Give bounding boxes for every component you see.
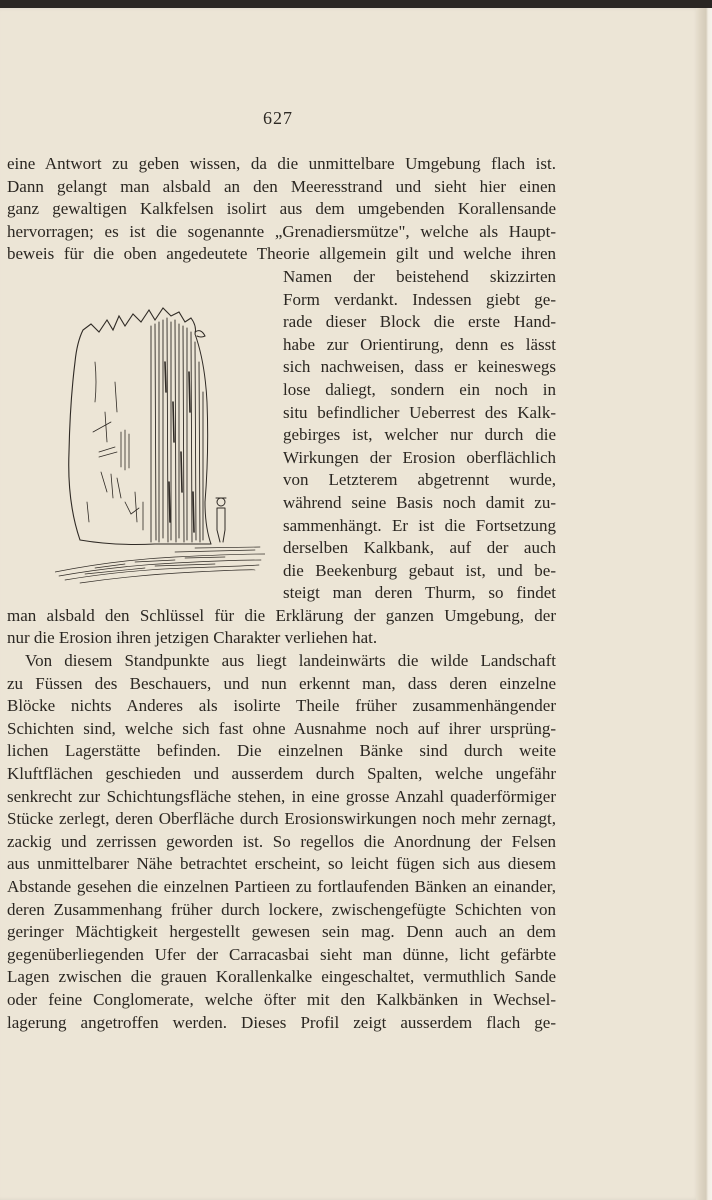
text-line: ganz gewaltigen Kalkfelsen isolirt aus dem umgebenden Korallensande (7, 199, 556, 219)
text-line: Abstande gesehen die einzelnen Partieen zu fortlaufenden Bänken an einander, (7, 877, 556, 896)
text-line: Kluftflächen geschieden und ausserdem durch Spalten, welche ungefähr (7, 764, 556, 784)
text-line: zackig und zerrissen geworden ist. So regellos die Anordnung der Felsen (7, 831, 556, 851)
text-line: Wirkungen der Erosion oberflächlich (283, 447, 556, 467)
text-line: rade dieser Block die erste Hand- (283, 312, 556, 332)
text-line: beweis für die oben angedeutete Theorie allgemein gilt und welche ihren (7, 244, 556, 264)
text-line: Form verdankt. Indessen giebt ge- (283, 289, 556, 309)
page-number: 627 (263, 108, 293, 128)
text-line: während seine Basis noch damit zu- (283, 492, 556, 512)
book-page (0, 8, 700, 1200)
text-line: hervorragen; es ist die sogenannte „Grenadiersmütze", welche als Haupt- (7, 221, 556, 241)
text-line: habe zur Orientirung, denn es lässt (283, 334, 556, 354)
text-line: sammenhängt. Er ist die Fortsetzung (283, 515, 556, 535)
text-line: Blöcke nichts Anderes als isolirte Theile früher zusammenhängender (7, 696, 556, 716)
text-line: die Beekenburg gebaut ist, und be- (283, 560, 556, 580)
text-line: zu Füssen des Beschauers, und nun erkennt man, dass deren einzelne (7, 673, 556, 693)
text-line: man alsbald den Schlüssel für die Erklärung der ganzen Umgebung, der (7, 605, 556, 625)
text-line: lagerung angetroffen werden. Dieses Profil zeigt ausserdem flach ge- (7, 1012, 556, 1032)
text-line: geringer Mächtigkeit hergestellt gewesen sein mag. Denn auch an dem (7, 922, 556, 942)
text-line: Dann gelangt man alsbald an den Meeresstrand und sieht hier einen (7, 176, 556, 196)
text-line: steigt man deren Thurm, so findet (283, 583, 556, 603)
text-line: gegenüberliegenden Ufer der Carracasbai sieht man dünne, licht gefärbte (7, 944, 556, 964)
page-edge (696, 8, 712, 1200)
text-line: oder feine Conglomerate, welche öfter mit den Kalkbänken in Wechsel- (7, 989, 556, 1009)
text-line: Lagen zwischen die grauen Korallenkalke eingeschaltet, vermuthlich Sande (7, 967, 556, 987)
text-line: Stücke zerlegt, deren Oberfläche durch Erosionswirkungen noch mehr zernagt, (7, 809, 556, 829)
body-text (7, 153, 556, 1034)
text-line: sich nachweisen, dass er keineswegs (283, 357, 556, 377)
text-line: aus unmittelbarer Nähe betrachtet erscheint, so leicht fügen sich aus diesem (7, 854, 556, 874)
text-line: von Letzterem abgetrennt wurde, (283, 470, 556, 490)
text-line: nur die Erosion ihren jetzigen Charakter verliehen hat. (7, 628, 378, 648)
text-line: lichen Lagerstätte befinden. Die einzelnen Bänke sind durch weite (7, 741, 556, 761)
text-line: Schichten sind, welche sich fast ohne Ausnahme noch auf ihrer ursprüng- (7, 718, 556, 738)
text-line: deren Zusammenhang früher durch lockere, zwischengefügte Schichten von (7, 899, 556, 919)
text-line: Namen der beistehend skizzirten (283, 266, 556, 286)
text-line: lose daliegt, sondern ein noch in (283, 379, 556, 399)
text-line: situ befindlicher Ueberrest des Kalk- (283, 402, 556, 422)
text-line: derselben Kalkbank, auf der auch (283, 538, 556, 558)
text-line: gebirges ist, welcher nur durch die (283, 425, 556, 445)
text-line: senkrecht zur Schichtungsfläche stehen, in eine grosse Anzahl quaderförmiger (7, 786, 556, 806)
text-line: Von diesem Standpunkte aus liegt landeinwärts die wilde Landschaft (25, 651, 556, 671)
text-line: eine Antwort zu geben wissen, da die unmittelbare Umgebung flach ist. (7, 154, 556, 173)
